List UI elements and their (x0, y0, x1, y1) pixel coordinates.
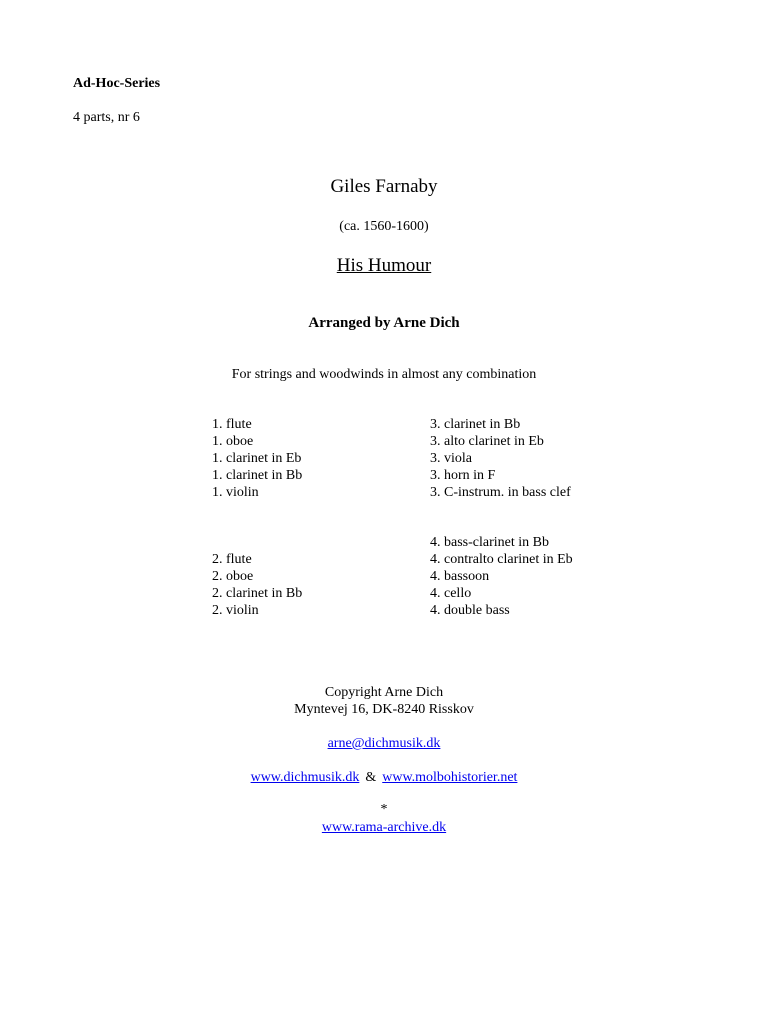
websites-line (0, 770, 768, 786)
rama-line (0, 820, 768, 836)
work-title (0, 255, 768, 277)
part-item: 1. clarinet in Eb (212, 451, 302, 466)
arranger-credit: Arranged by Arne Dich (308, 315, 460, 331)
part4-list (430, 534, 573, 619)
dichmusik-link[interactable]: www.dichmusik.dk (250, 770, 360, 785)
email-line (0, 736, 768, 752)
part-item: 2. clarinet in Bb (212, 586, 303, 601)
rama-archive-link[interactable]: www.rama-archive.dk (321, 820, 447, 835)
part-item: 4. contralto clarinet in Eb (430, 552, 573, 567)
part-item: 3. alto clarinet in Eb (430, 434, 544, 449)
separator-star: * (380, 802, 388, 817)
composer-dates: (ca. 1560-1600) (339, 219, 429, 234)
part2-list (212, 551, 302, 619)
part-item: 1. violin (212, 485, 259, 500)
part-item: 4. double bass (430, 603, 510, 618)
parts-info: 4 parts, nr 6 (73, 110, 140, 125)
part-item: 1. flute (212, 417, 252, 432)
part-item: 3. viola (430, 451, 472, 466)
part3-list (430, 416, 571, 501)
part-item: 2. oboe (212, 569, 254, 584)
copyright-text: Copyright Arne Dich (324, 685, 444, 700)
series-name: Ad-Hoc-Series (73, 76, 161, 91)
molbohistorier-link[interactable]: www.molbohistorier.net (382, 770, 518, 785)
instrumentation-note: For strings and woodwinds in almost any combination (231, 367, 537, 382)
part-item: 4. bassoon (430, 569, 490, 584)
part-item: 2. violin (212, 603, 259, 618)
part-item: 3. C-instrum. in bass clef (430, 485, 571, 500)
ampersand: & (365, 770, 377, 785)
work-title-text: His Humour (336, 255, 432, 276)
address-text: Myntevej 16, DK-8240 Risskov (294, 702, 474, 717)
part-item: 3. horn in F (430, 468, 496, 483)
part-item: 3. clarinet in Bb (430, 417, 521, 432)
part-item: 2. flute (212, 552, 252, 567)
part-item: 1. clarinet in Bb (212, 468, 303, 483)
part-item: 1. oboe (212, 434, 254, 449)
part1-list (212, 416, 302, 501)
part-item: 4. bass-clarinet in Bb (430, 535, 549, 550)
composer-name: Giles Farnaby (330, 176, 438, 197)
part-item: 4. cello (430, 586, 472, 601)
email-link[interactable]: arne@dichmusik.dk (327, 736, 441, 751)
